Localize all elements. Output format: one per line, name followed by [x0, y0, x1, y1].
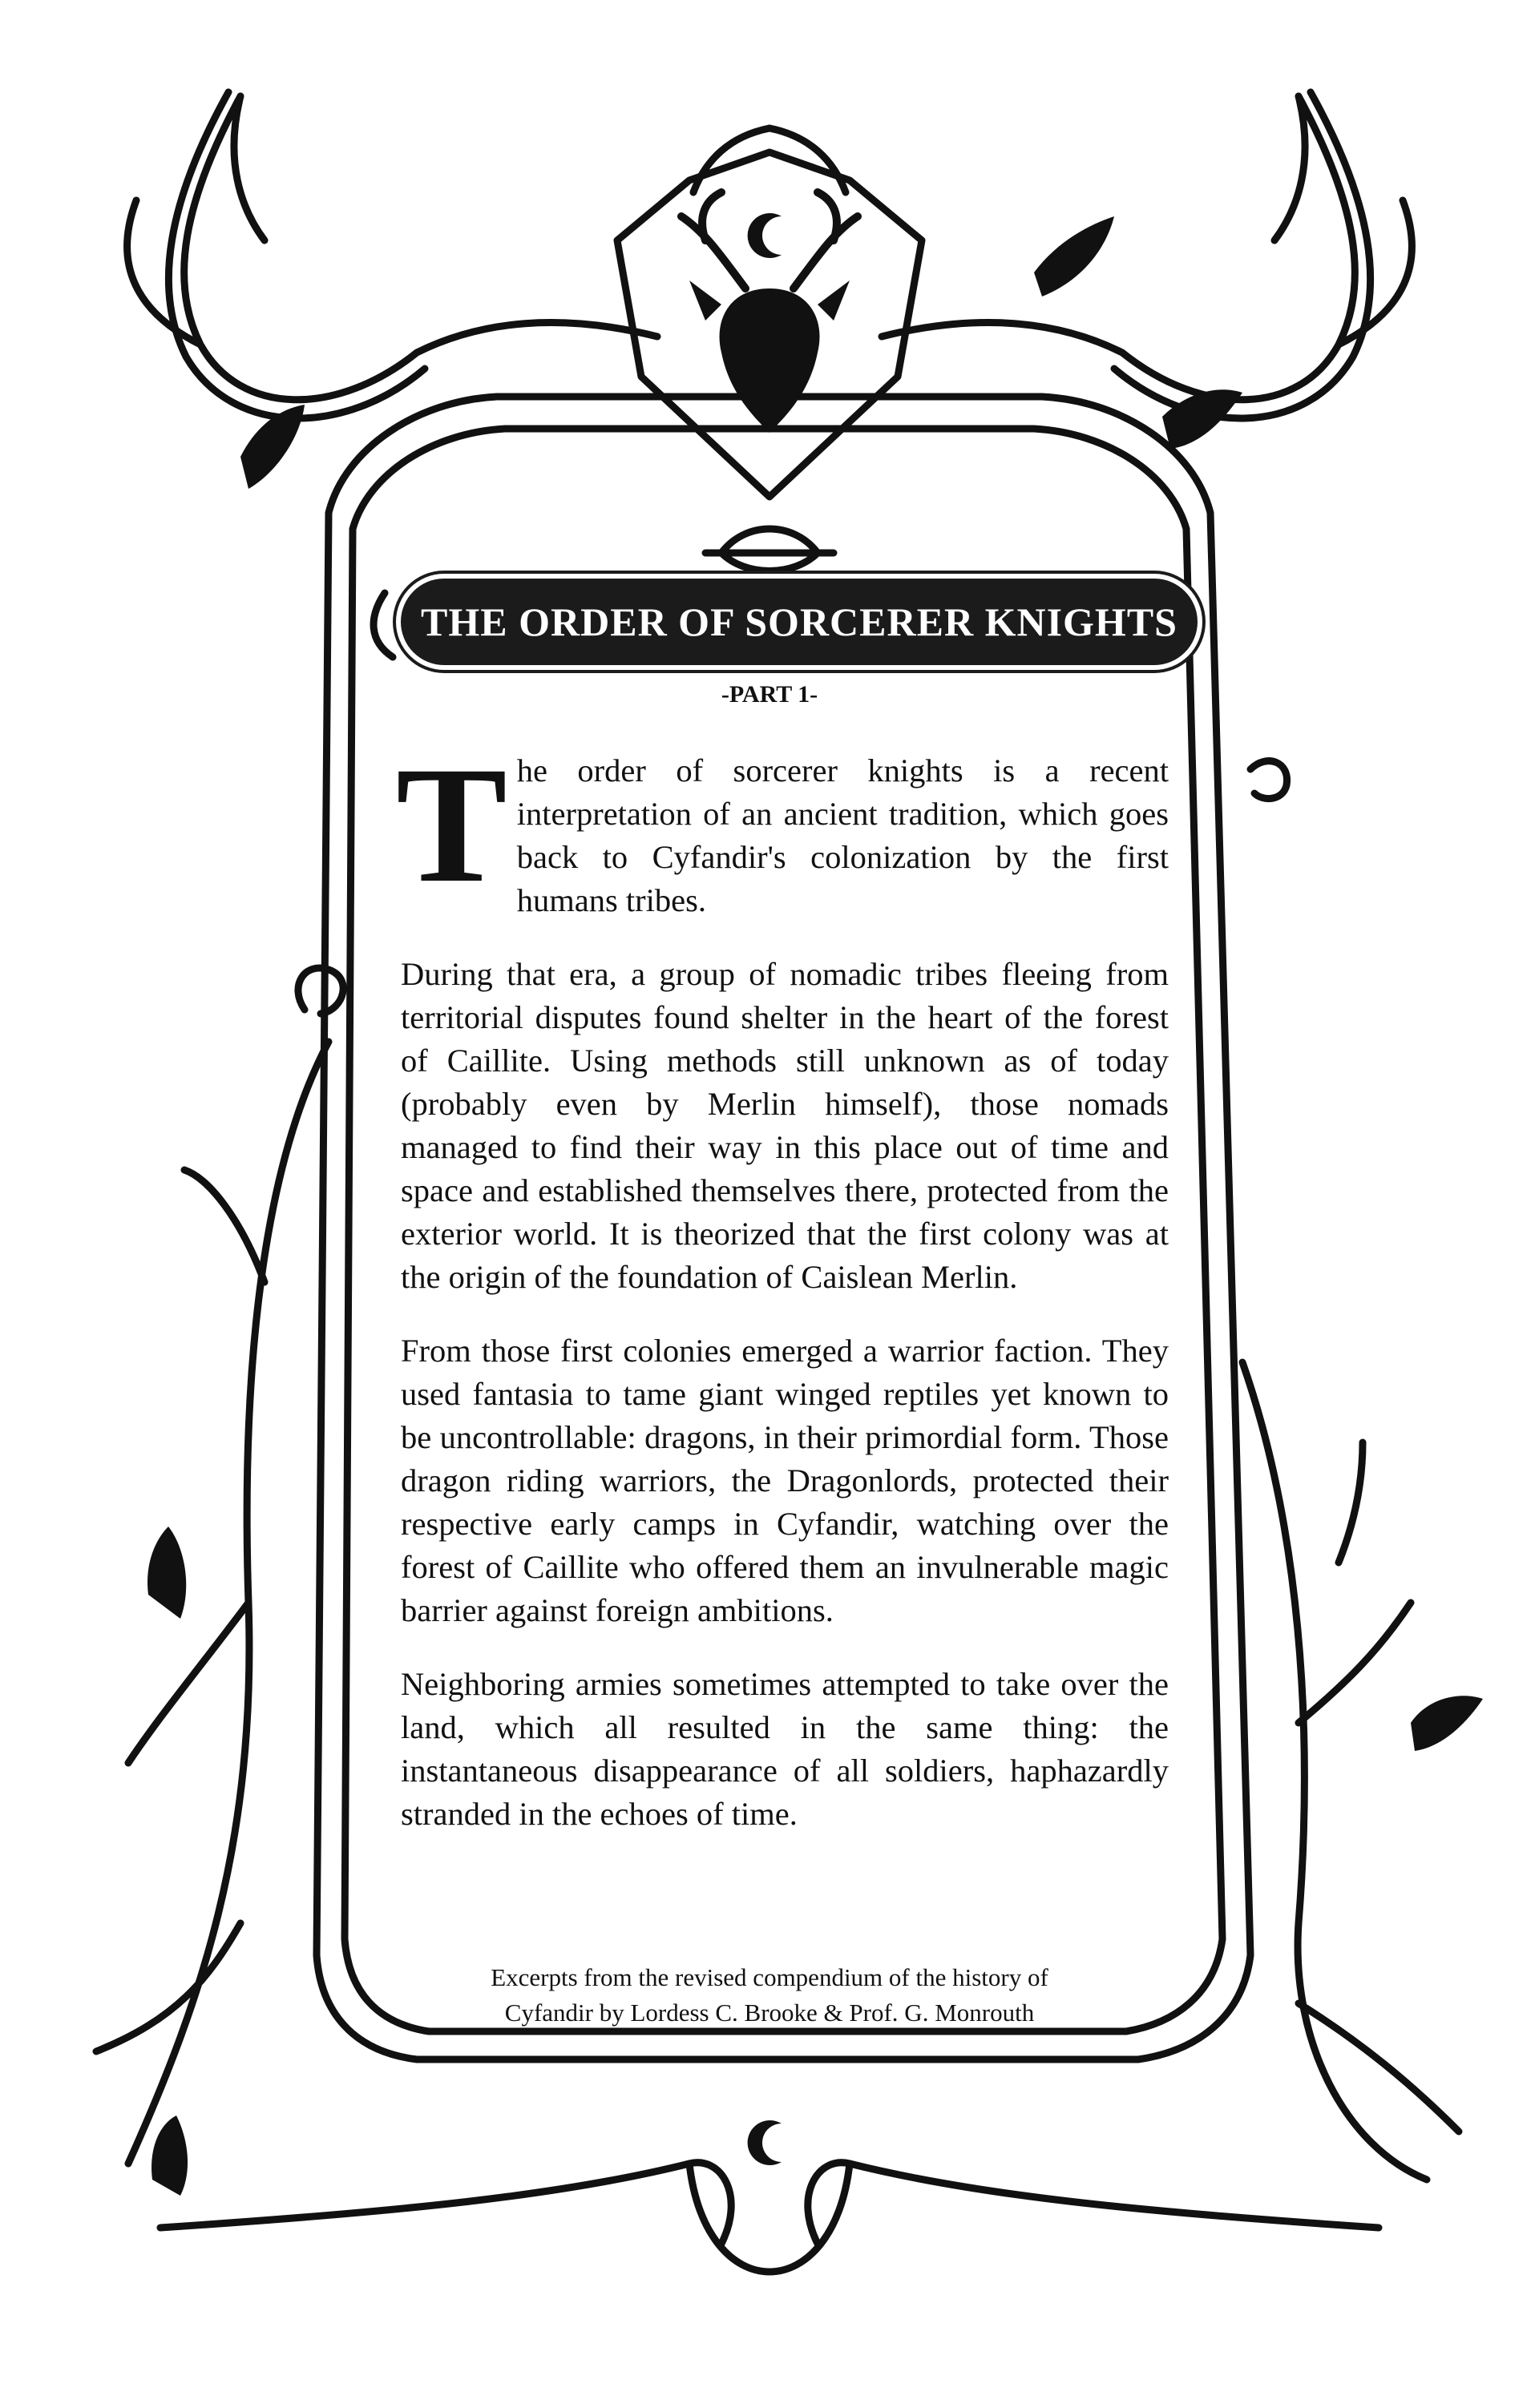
- paragraph-1-text: he order of sorcerer knights is a recent interpretation of an ancient tradition, which goes back to Cyfandir's colonization by the first humans tribes.: [516, 752, 1169, 918]
- caption-line-2: Cyfandir by Lordess C. Brooke & Prof. G. Monrouth: [504, 1999, 1035, 2027]
- antler-branch-icon: [1242, 1362, 1459, 2180]
- source-caption: [0, 1960, 1539, 2031]
- leaf-icon: [1411, 1696, 1483, 1751]
- celtic-knot-icon: [705, 529, 834, 571]
- part-subtitle: -PART 1-: [721, 681, 818, 708]
- caption-line-1: Excerpts from the revised compendium of the history of: [491, 1963, 1048, 1991]
- paragraph-4: Neighboring armies sometimes attempted to take over the land, which all resulted in the same thing: the instantaneous disappearance of all soldiers, haphazardly stranded in the echoes of time.: [401, 1666, 1169, 1832]
- leaf-icon: [1034, 216, 1114, 296]
- paragraph-3: From those first colonies emerged a warrior faction. They used fantasia to tame giant winged reptiles yet known to be uncontrollable: dragons, in their primordial form. Those dragon riding warriors, the Dragonlords, protected their respective early camps in Cyfandir, watching over the forest of Caillite who offered them an invulnerable magic barrier against foreign ambitions.: [401, 1333, 1169, 1628]
- drop-cap: T: [396, 732, 507, 917]
- paragraph-2: During that era, a group of nomadic tribes fleeing from territorial disputes found shelter in the heart of the forest of Caillite. Using methods still unknown as of today (probably even by Merlin himself), those nomads managed to find their way in this place out of time and space and established themselves there, protected from the exterior world. It is theorized that the first colony was at the origin of the foundation of Caislean Merlin.: [401, 956, 1169, 1295]
- crescent-moon-icon: [748, 2120, 782, 2165]
- paragraph-1: [396, 732, 1169, 922]
- title-banner: [401, 579, 1198, 665]
- crescent-moon-icon: [748, 213, 782, 258]
- leaf-icon: [147, 1527, 186, 1619]
- leaf-icon: [151, 2116, 188, 2196]
- page-title: THE ORDER OF SORCERER KNIGHTS: [421, 599, 1177, 644]
- body-text: [396, 732, 1169, 1866]
